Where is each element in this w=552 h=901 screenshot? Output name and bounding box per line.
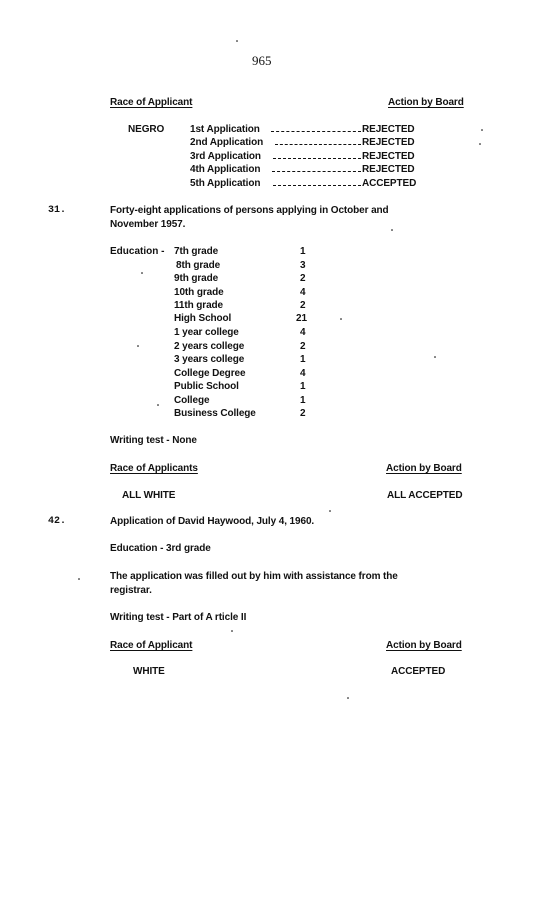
education-count: 21 [296,313,307,324]
education-count: 1 [300,246,306,257]
item-text-line: November 1957. [110,219,186,230]
note-line: registrar. [110,585,152,596]
scan-speck [434,356,436,358]
race-header: Race of Applicant [110,640,193,651]
race-value: ALL WHITE [122,490,176,501]
application-label: 3rd Application [190,151,261,162]
note-line: The application was filled out by him with assistance from the [110,571,398,582]
application-result: REJECTED [362,164,415,175]
scan-speck [481,129,483,131]
writing-test: Writing test - None [110,435,197,446]
education-level: 8th grade [176,260,221,271]
scan-speck [137,345,139,347]
scan-speck [236,40,238,42]
item-number: 42. [48,516,67,527]
education-count: 4 [300,287,306,298]
education-count: 2 [300,341,306,352]
education-count: 1 [300,395,306,406]
race-header: Race of Applicant [110,97,193,108]
item-text-line: Application of David Haywood, July 4, 1960. [110,516,315,527]
education-level: 9th grade [174,273,219,284]
action-value: ALL ACCEPTED [387,490,463,501]
education-count: 1 [300,381,306,392]
application-result: REJECTED [362,151,415,162]
education-line: Education - 3rd grade [110,543,211,554]
education-level: 7th grade [174,246,219,257]
education-count: 2 [300,273,306,284]
education-count: 3 [300,260,306,271]
education-level: 11th grade [174,300,224,311]
education-level: 2 years college [174,341,245,352]
application-label: 2nd Application [190,137,264,148]
application-result: ACCEPTED [362,178,417,189]
scan-speck [329,510,331,512]
education-label: Education - [110,246,165,257]
scan-speck [479,143,481,145]
page-number: 965 [252,53,272,68]
item-text-line: Forty-eight applications of persons applying in October and [110,205,389,216]
education-level: 1 year college [174,327,239,338]
education-count: 2 [300,408,306,419]
application-label: 1st Application [190,124,260,135]
leader-dashes [271,131,361,132]
race-header: Race of Applicants [110,463,198,474]
leader-dashes [272,171,361,172]
education-level: 3 years college [174,354,245,365]
education-count: 4 [300,327,306,338]
scan-speck [141,272,143,274]
education-level: College [174,395,210,406]
education-count: 1 [300,354,306,365]
education-count: 2 [300,300,306,311]
item-number: 31. [48,205,67,216]
education-level: Public School [174,381,239,392]
education-level: High School [174,313,232,324]
leader-dashes [273,185,361,186]
leader-dashes [273,158,361,159]
action-header: Action by Board [386,463,462,474]
education-level: 10th grade [174,287,224,298]
education-count: 4 [300,368,306,379]
application-label: 4th Application [190,164,261,175]
scan-speck [231,630,233,632]
race-value: NEGRO [128,124,165,135]
application-result: REJECTED [362,137,415,148]
application-result: REJECTED [362,124,415,135]
scan-speck [157,404,159,406]
education-level: College Degree [174,368,246,379]
scan-speck [340,318,342,320]
application-label: 5th Application [190,178,261,189]
education-level: Business College [174,408,256,419]
action-value: ACCEPTED [391,666,446,677]
scan-speck [391,229,393,231]
scan-speck [347,697,349,699]
race-value: WHITE [133,666,165,677]
action-header: Action by Board [386,640,462,651]
scan-speck [78,578,80,580]
leader-dashes [275,144,361,145]
writing-test: Writing test - Part of A rticle II [110,612,247,623]
action-header: Action by Board [388,97,464,108]
